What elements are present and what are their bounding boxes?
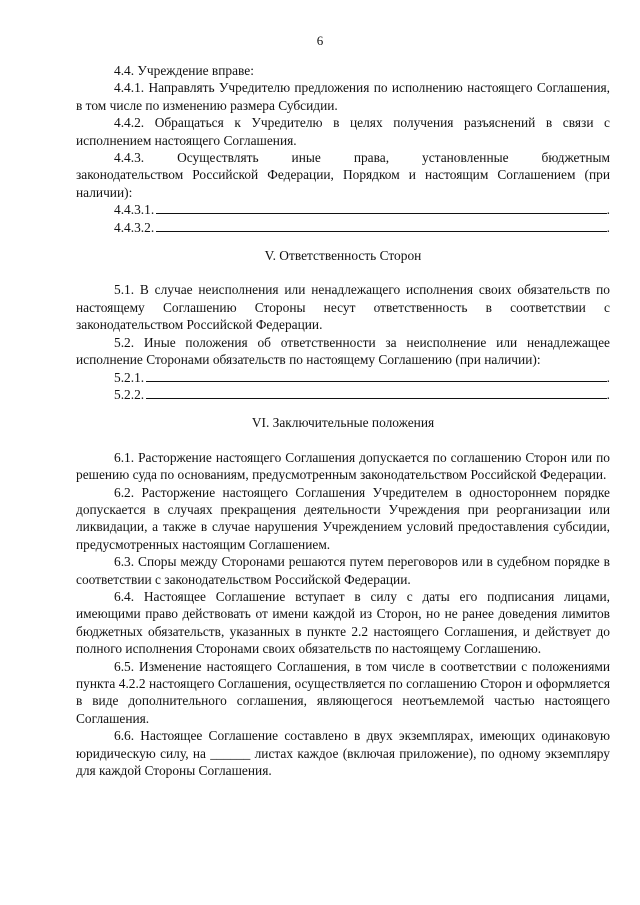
fill-label: 5.2.1.: [114, 369, 145, 385]
clause-4-4-1: 4.4.1. Направлять Учредителю предложения по исполнению настоящего Соглашения, в том числе по изменению размера Субсидии.: [76, 80, 610, 113]
section-5-heading: V. Ответственность Сторон: [264, 248, 422, 264]
clause-6-3: 6.3. Споры между Сторонами решаются путем переговоров или в судебном порядке в соответствии с законодательством Российской Федерации.: [76, 554, 610, 587]
fill-line-5-2-2: 5.2.2. .: [114, 386, 610, 402]
fill-label: 4.4.3.2.: [114, 219, 155, 235]
clause-6-5: 6.5. Изменение настоящего Соглашения, в том числе в соответствии с положениями пункта 4.2.2 настоящего Соглашения, осуществляется по соглашению Сторон и оформляется в виде дополнительного соглашения, являющегося неотъемлемой частью настоящего Соглашения.: [76, 658, 610, 726]
fill-line-5-2-1: 5.2.1. .: [114, 369, 610, 385]
clause-4-4-3-line1: 4.4.3. Осуществлять иные права, установленные бюджетным: [114, 150, 610, 166]
blank-line: [146, 369, 607, 382]
clause-6-1: 6.1. Расторжение настоящего Соглашения допускается по соглашению Сторон или по решению суда по основаниям, предусмотренным законодательством Российской Федерации.: [76, 449, 610, 483]
fill-line-4-4-3-2: 4.4.3.2. .: [114, 219, 610, 235]
page-number: 6: [316, 33, 324, 48]
clause-5-2: 5.2. Иные положения об ответственности за неисполнение или ненадлежащее исполнение Сторонами обязательств по настоящему Соглашению (при наличии):: [76, 334, 610, 368]
clause-6-6: 6.6. Настоящее Соглашение составлено в двух экземплярах, имеющих одинаковую юридическую силу, на ______ листах каждое (включая приложение), по одному экземпляру для каждой Стороны Соглашения.: [76, 728, 610, 779]
blank-line: [146, 386, 607, 399]
section-6-heading: VI. Заключительные положения: [251, 415, 435, 431]
fill-line-4-4-3-1: 4.4.3.1. .: [114, 202, 610, 218]
fill-label: 5.2.2.: [114, 386, 145, 402]
clause-4-4-3-rest: законодательством Российской Федерации, Порядком и настоящим Соглашением (при наличии):: [76, 167, 610, 200]
clause-5-1: 5.1. В случае неисполнения или ненадлежащего исполнения своих обязательств по настоящему Соглашению Стороны несут ответственность в соответствии с законодательством Российской Федерации.: [76, 282, 610, 333]
blank-line: [156, 219, 606, 232]
clause-4-4: 4.4. Учреждение вправе:: [114, 63, 254, 78]
clause-6-2: 6.2. Расторжение настоящего Соглашения Учредителем в одностороннем порядке допускается в случаях прекращения деятельности Учреждения при реорганизации или ликвидации, а также в случае нарушения Учреждением условий предоставления субсидии, предусмотренных настоящим Соглашением.: [76, 484, 610, 552]
clause-4-4-2: 4.4.2. Обращаться к Учредителю в целях получения разъяснений в связи с исполнением настоящего Соглашения.: [76, 115, 610, 148]
clause-6-4: 6.4. Настоящее Соглашение вступает в силу с даты его подписания лицами, имеющими право действовать от имени каждой из Сторон, но не ранее доведения лимитов бюджетных обязательств, указанных в пункте 2.2 настоящего Соглашения, и действует до полного исполнения Сторонами своих обязательств по настоящему Соглашению.: [76, 588, 610, 657]
document-body: [76, 62, 610, 779]
fill-label: 4.4.3.1.: [114, 202, 155, 218]
blank-line: [156, 201, 606, 214]
